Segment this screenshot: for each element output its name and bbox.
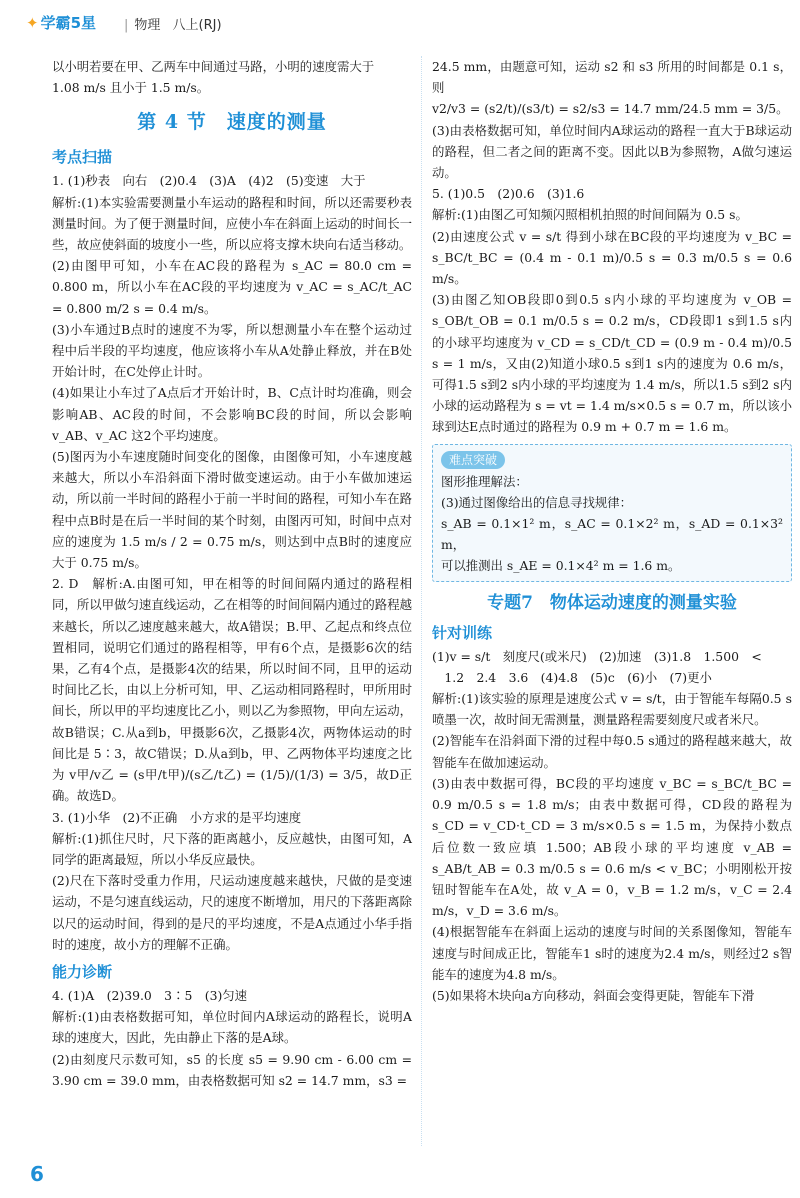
page-header bbox=[0, 0, 800, 46]
left-column bbox=[52, 56, 412, 1091]
equation-line: v2/v3 = (s2/t)/(s3/t) = s2/s3 = 14.7 mm/24.5 mm = 3/5。 bbox=[432, 101, 789, 117]
right-column bbox=[432, 56, 792, 1006]
analysis-para: 解析:(1)本实验需要测量小车运动的路程和时间，所以还需要秒表测量时间。为了便于测量时间，应使小车在斜面上运动的时间长一些，故应使斜面的坡度小一些，所以应将支撑木块向右适当移动。 bbox=[52, 194, 412, 253]
analysis-para: (2)智能车在沿斜面下滑的过程中每0.5 s通过的路程越来越大，故智能车在做加速运动。 bbox=[432, 733, 792, 770]
analysis-para: (2)由速度公式 v = s/t 得到小球在BC段的平均速度为 v_BC = s_BC/t_BC = (0.4 m - 0.1 m)/0.5 s = 0.3 m/0.5 s = 0.6 m/s。 bbox=[432, 228, 792, 287]
difficulty-tag: 难点突破 bbox=[441, 451, 505, 469]
grade-label: 八上(RJ) bbox=[172, 18, 222, 33]
answer-line: 1. (1)秒表 向右 (2)0.4 (3)A (4)2 (5)变速 大于 bbox=[52, 173, 366, 189]
analysis-para: (5)如果将木块向a方向移动，斜面会变得更陡，智能车下滑 bbox=[432, 987, 755, 1003]
analysis-para: (2)由刻度尺示数可知，s5 的长度 s5 = 9.90 cm - 6.00 cm = 3.90 cm = 39.0 mm，由表格数据可知 s2 = 14.7 mm，s3 = bbox=[52, 1051, 412, 1088]
analysis-para: (4)根据智能车在斜面上运动的速度与时间的关系图像知，智能车速度与时间成正比，智能车1 s时的速度为2.4 m/s，则经过2 s智能车的速度为4.8 m/s。 bbox=[432, 924, 792, 982]
analysis-para: (4)如果让小车过了A点后才开始计时，B、C点计时均准确，则会影响AB、AC段的时间，不会影响BC段的时间，所以会影响 v_AB、v_AC 这2个平均速度。 bbox=[52, 385, 412, 443]
analysis-para: 24.5 mm，由题意可知，运动 s2 和 s3 所用的时间都是 0.1 s，则 bbox=[432, 59, 792, 96]
answer-line: 1.2 2.4 3.6 (4)4.8 (5)c (6)小 (7)更小 bbox=[432, 669, 712, 685]
analysis-para: (3)由表格数据可知，单位时间内A球运动的路程一直大于B球运动的路程，但二者之间的距离不变。因此以B为参照物，A做匀速运动。 bbox=[432, 122, 792, 181]
analysis-para: (2)尺在下落时受重力作用，尺运动速度越来越快，尺做的是变速运动，不是匀速直线运动，尺的速度不断增加，用尺的下落距离除以尺的运动时间，得到的是尺的平均速度，不是A点通过小华手指时的速度，故小方的理解不正确。 bbox=[52, 873, 412, 952]
answer-line: 3. (1)小华 (2)不正确 小方求的是平均速度 bbox=[52, 809, 302, 825]
breadcrumb: | 物理 八上(RJ) bbox=[124, 18, 222, 33]
page-number: 6 bbox=[30, 1162, 44, 1186]
section-title: 第 4 节 速度的测量 bbox=[137, 111, 327, 134]
analysis-para: 解析:(1)由图乙可知频闪照相机拍照的时间间隔为 0.5 s。 bbox=[432, 207, 748, 223]
difficulty-box bbox=[432, 444, 792, 582]
answer-line: (1)v = s/t 刻度尺(或米尺) (2)加速 (3)1.8 1.500 < bbox=[432, 648, 762, 664]
analysis-para: 解析:(1)该实验的原理是速度公式 v = s/t，由于智能车每隔0.5 s喷墨一次，故时间无需测量，测量路程需要刻度尺或者米尺。 bbox=[432, 691, 792, 728]
analysis-para: (3)由表中数据可得，BC段的平均速度 v_BC = s_BC/t_BC = 0.9 m/0.5 s = 1.8 m/s；由表中数据可得，CD段的路程为 s_CD = v_CD·t_CD = 3 m/s×0.5 s = 1.5 m，为保持小数点后位数一致应填 1.500；AB段小球的平均速度 v_AB = s_AB/t_AB = 0.3 m/0.5 s = 0.6 m/s < v_BC；小明刚松开按钮时智能车在A处，故 v_A = 0，v_B = 1.2 m/s，v_C = 2.4 m/s，v_D = 3.6 m/s。 bbox=[432, 775, 792, 919]
answer-line: 4. (1)A (2)39.0 3∶5 (3)匀速 bbox=[52, 987, 248, 1003]
topic-title: 专题7 物体运动速度的测量实验 bbox=[487, 592, 737, 613]
star-icon: ✦ bbox=[26, 14, 39, 32]
column-divider bbox=[421, 56, 422, 1146]
hint-line: (3)通过图像给出的信息寻找规律： bbox=[441, 494, 633, 510]
answer-line: 5. (1)0.5 (2)0.6 (3)1.6 bbox=[432, 186, 585, 202]
intro-line: 1.08 m/s 且小于 1.5 m/s。 bbox=[52, 80, 210, 96]
analysis-para: (2)由图甲可知，小车在AC段的路程为 s_AC = 80.0 cm = 0.800 m，所以小车在AC段的平均速度为 v_AC = s_AC/t_AC = 0.800 m/2 s = 0.4 m/s。 bbox=[52, 258, 412, 316]
hint-line: 图形推理解法： bbox=[441, 473, 528, 489]
analysis-para: 解析:(1)由表格数据可知，单位时间内A球运动的路程长，说明A球的速度大，因此，先由静止下落的是A球。 bbox=[52, 1009, 412, 1046]
analysis-para: (3)小车通过B点时的速度不为零，所以想测量小车在整个运动过程中后半段的平均速度，他应该将小车从A处静止释放，并在B处开始计时，在C处停止计时。 bbox=[52, 321, 412, 380]
brand-logo bbox=[26, 12, 96, 33]
answer-para: 2. D 解析:A.由图可知，甲在相等的时间间隔内通过的路程相同，所以甲做匀速直线运动，乙在相等的时间间隔内通过的路程越来越长，所以乙速度越来越大，故A错误；B.甲、乙起点和终点位置相同，说明它们通过的路程相等，甲有6个点，是摄影6次的结果，乙有4个点，是摄影4次的结果，所以时间不同，且甲的运动时间比乙长，由以上分析可知，甲、乙运动相同路程时，甲所用时间长，所以甲的平均速度比乙小，则以乙为参照物，甲向左运动，故B错误；C.从a到b，甲摄影6次，乙摄影4次，两物体运动的时间比是 5∶3，故C错误；D.从a到b，甲、乙两物体平均速度之比为 v甲/v乙 = (s甲/t甲)/(s乙/t乙) = (1/5)/(1/3) = 3/5，故D正确。故选D。 bbox=[52, 576, 412, 804]
analysis-para: (5)图丙为小车速度随时间变化的图像，由图像可知，小车速度越来越大，所以小车沿斜面下滑时做变速运动。由于小车做加速运动，所以前一半时间的路程小于前一半时间的路程，可知小车在路程中点B时是在后一半时间的某个时刻，由图丙可知，时间中点对应的速度为 1.5 m/s / 2 = 0.75 m/s，则达到中点B时的速度应大于 0.75 m/s。 bbox=[52, 449, 412, 571]
analysis-para: 解析:(1)抓住尺时，尺下落的距离越小，反应越快，由图可知，A同学的距离最短，所以小华反应最快。 bbox=[52, 830, 412, 867]
heading-zhendui: 针对训练 bbox=[432, 623, 493, 642]
heading-nengli: 能力诊断 bbox=[52, 962, 113, 981]
hint-line: 可以推测出 s_AE = 0.1×4² m = 1.6 m。 bbox=[441, 558, 681, 574]
logo-text: 学霸5星 bbox=[40, 14, 97, 32]
heading-kaodian: 考点扫描 bbox=[52, 148, 113, 167]
analysis-para: (3)由图乙知OB段即0到0.5 s内小球的平均速度为 v_OB = s_OB/t_OB = 0.1 m/0.5 s = 0.2 m/s，CD段即1 s到1.5 s内的小球平均速度为 v_CD = s_CD/t_CD = (0.9 m - 0.4 m)/0.5 s = 1 m/s，又由(2)知道小球0.5 s到1 s内的速度为 0.6 m/s，可得1.5 s到2 s内小球的平均速度为 1.4 m/s，所以1.5 s到2 s内小球的运动路程为 s = vt = 1.4 m/s×0.5 s = 0.7 m，所以该小球到达E点时通过的路程为 0.9 m + 0.7 m = 1.6 m。 bbox=[432, 292, 792, 435]
intro-line: 以小明若要在甲、乙两车中间通过马路，小明的速度需大于 bbox=[52, 59, 375, 74]
subject-label: 物理 bbox=[134, 18, 161, 33]
hint-line: s_AB = 0.1×1² m，s_AC = 0.1×2² m，s_AD = 0.1×3² m， bbox=[441, 516, 783, 553]
